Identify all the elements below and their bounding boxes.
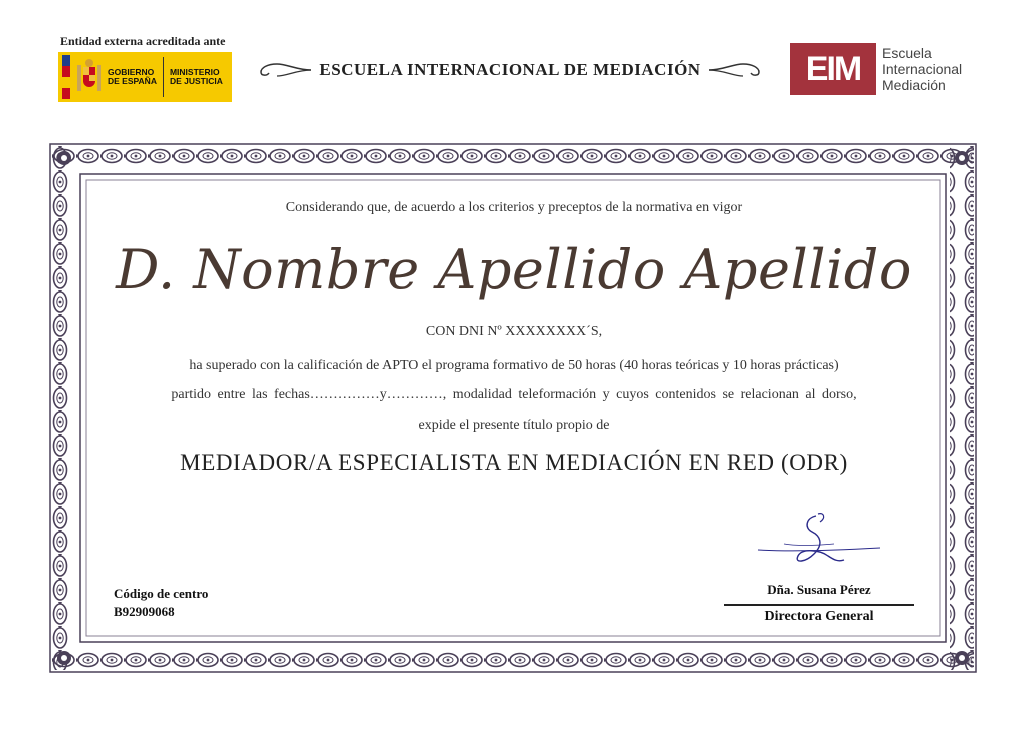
signer-role: Directora General bbox=[764, 609, 874, 624]
recipient-name: D. Nombre Apellido Apellido bbox=[116, 238, 912, 301]
recipient-dni: CON DNI Nº XXXXXXXX´S, bbox=[425, 324, 603, 339]
school-logo-mark: EIM bbox=[790, 43, 876, 95]
signature-line bbox=[724, 604, 914, 606]
gov-logo-line3: MINISTERIO bbox=[169, 67, 220, 77]
accreditation-label: Entidad externa acreditada ante bbox=[60, 34, 226, 48]
gov-logo-line1: GOBIERNO bbox=[108, 67, 155, 77]
center-code-label: Código de centro bbox=[114, 586, 209, 601]
gov-logo-line4: DE JUSTICIA bbox=[169, 76, 223, 86]
body-line-3: expide el presente título propio de bbox=[418, 418, 610, 433]
school-name: ESCUELA INTERNACIONAL DE MEDIACIÓN bbox=[319, 60, 701, 79]
gov-logo-line2: DE ESPAÑA bbox=[108, 76, 157, 86]
intro-text: Considerando que, de acuerdo a los criterios y preceptos de la normativa en vigor bbox=[285, 200, 743, 215]
course-title: MEDIADOR/A ESPECIALISTA EN MEDIACIÓN EN RED (ODR) bbox=[180, 450, 848, 475]
body-line-2: partido entre las fechas……………y…………, modalidad teleformación y cuyos contenidos se relacionan al dorso, bbox=[171, 387, 857, 402]
school-logo-line2: Internacional bbox=[882, 61, 963, 77]
center-code-value: B92909068 bbox=[114, 604, 175, 619]
signer-name: Dña. Susana Pérez bbox=[767, 582, 871, 597]
school-logo-line1: Escuela bbox=[882, 45, 932, 61]
school-logo-line3: Mediación bbox=[882, 77, 946, 93]
body-line-1: ha superado con la calificación de APTO el programa formativo de 50 horas (40 horas teóricas y 10 horas prácticas) bbox=[189, 358, 839, 373]
signature-icon bbox=[754, 510, 884, 574]
